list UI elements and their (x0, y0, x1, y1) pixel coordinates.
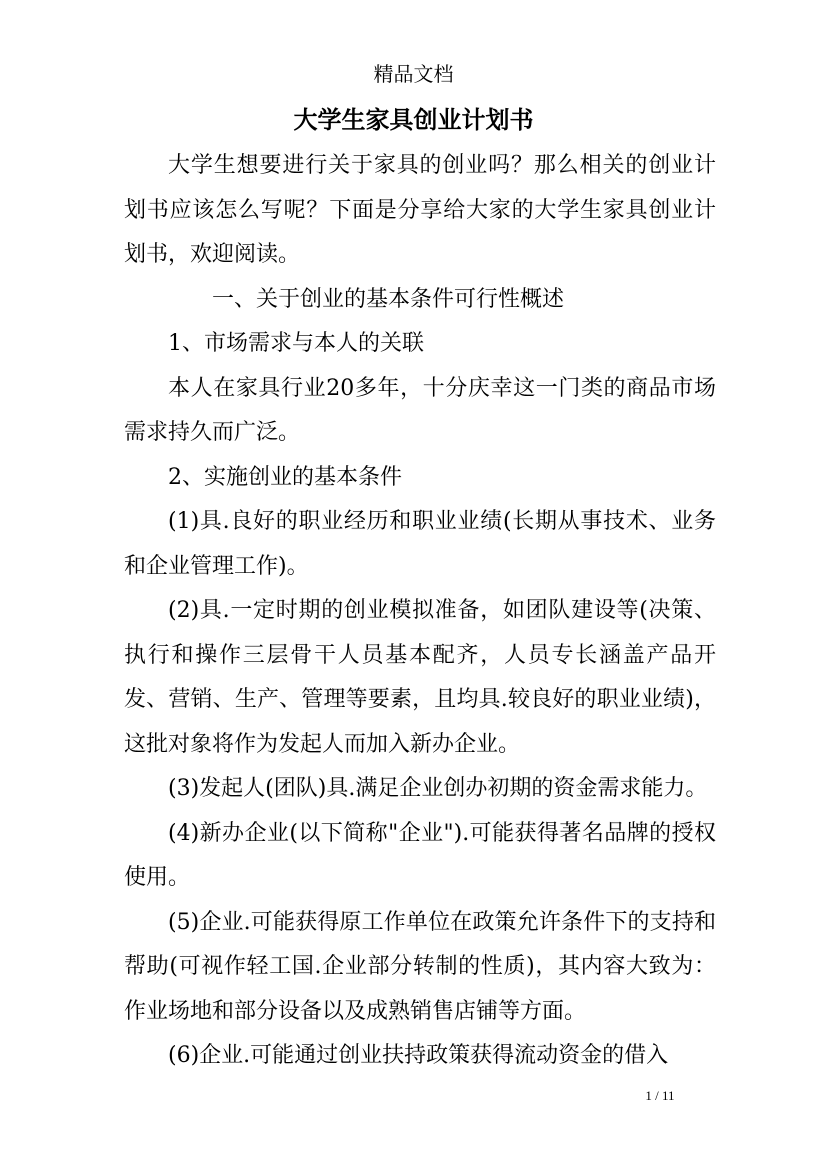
header-label: 精品文档 (373, 62, 454, 86)
page-number: 1 / 11 (645, 1088, 675, 1103)
list-item: (4)新办企业(以下简称"企业").可能获得著名品牌的授权使用。 (124, 820, 716, 890)
document-body (124, 144, 716, 1079)
list-item: (6)企业.可能通过创业扶持政策获得流动资金的借入 (168, 1043, 669, 1068)
subheading: 1、市场需求与本人的关联 (168, 331, 424, 356)
list-item: (3)发起人(团队)具.满足企业创办初期的资金需求能力。 (168, 776, 708, 801)
subheading: 2、实施创业的基本条件 (168, 464, 402, 490)
list-item: (1)具.良好的职业经历和职业业绩(长期从事技术、业务和企业管理工作)。 (124, 509, 716, 579)
list-item: (2)具.一定时期的创业模拟准备，如团队建设等(决策、执行和操作三层骨干人员基本配齐，人员专长涵盖产品开发、营销、生产、管理等要素，且均具.较良好的职业业绩)，这批对象将作为发起人而加入新办企业。 (124, 598, 717, 757)
list-item: (5)企业.可能获得原工作单位在政策允许条件下的支持和帮助(可视作轻工国.企业部分转制的性质)，其内容大致为：作业场地和部分设备以及成熟销售店铺等方面。 (124, 909, 716, 1024)
paragraph: 本人在家具行业20多年，十分庆幸这一门类的商品市场需求持久而广泛。 (124, 375, 716, 445)
section-heading: 一、关于创业的基本条件可行性概述 (212, 286, 565, 312)
paragraph-intro: 大学生想要进行关于家具的创业吗？那么相关的创业计划书应该怎么写呢？下面是分享给大家的大学生家具创业计划书，欢迎阅读。 (124, 153, 716, 267)
document-title: 大学生家具创业计划书 (293, 105, 534, 134)
